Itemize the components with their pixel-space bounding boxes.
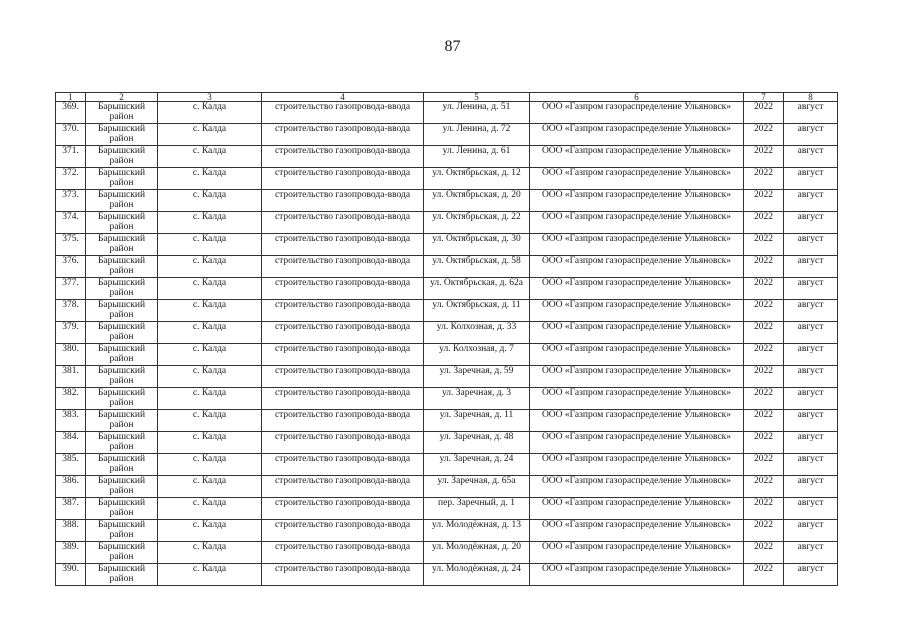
district-line: район	[109, 354, 134, 364]
month-cell: август	[784, 366, 838, 388]
address-cell: пер. Заречный, д. 1	[424, 498, 530, 520]
district-line: Барышский	[97, 190, 146, 200]
address-cell: ул. Колхозная, д. 7	[424, 344, 530, 366]
work-type-cell: строительство газопровода-ввода	[262, 322, 424, 344]
month-cell: август	[784, 234, 838, 256]
year-cell: 2022	[744, 212, 784, 234]
table-row	[56, 190, 838, 212]
month-cell: август	[784, 564, 838, 586]
work-type-cell: строительство газопровода-ввода	[262, 410, 424, 432]
row-number-cell: 381.	[56, 366, 86, 388]
district-line: Барышский	[97, 278, 146, 288]
district-cell	[86, 476, 158, 498]
district-line: Барышский	[97, 124, 146, 134]
district-line: район	[109, 420, 134, 430]
settlement-cell: с. Калда	[158, 366, 262, 388]
district-line: район	[109, 222, 134, 232]
month-cell: август	[784, 520, 838, 542]
company-cell: ООО «Газпром газораспределение Ульяновск»	[530, 388, 744, 410]
address-cell: ул. Заречная, д. 65а	[424, 476, 530, 498]
company-cell: ООО «Газпром газораспределение Ульяновск»	[530, 564, 744, 586]
settlement-cell: с. Калда	[158, 410, 262, 432]
month-cell: август	[784, 102, 838, 124]
address-cell: ул. Ленина, д. 51	[424, 102, 530, 124]
year-cell: 2022	[744, 168, 784, 190]
work-type-cell: строительство газопровода-ввода	[262, 278, 424, 300]
address-cell: ул. Октябрьская, д. 12	[424, 168, 530, 190]
month-cell: август	[784, 542, 838, 564]
month-cell: август	[784, 432, 838, 454]
year-cell: 2022	[744, 520, 784, 542]
district-cell	[86, 212, 158, 234]
year-cell: 2022	[744, 454, 784, 476]
address-cell: ул. Молодёжная, д. 13	[424, 520, 530, 542]
company-cell: ООО «Газпром газораспределение Ульяновск»	[530, 256, 744, 278]
column-header: 8	[784, 93, 838, 102]
year-cell: 2022	[744, 564, 784, 586]
district-cell	[86, 300, 158, 322]
district-cell	[86, 278, 158, 300]
district-cell	[86, 146, 158, 168]
year-cell: 2022	[744, 322, 784, 344]
district-line: район	[109, 398, 134, 408]
month-cell: август	[784, 300, 838, 322]
address-cell: ул. Заречная, д. 11	[424, 410, 530, 432]
month-cell: август	[784, 190, 838, 212]
settlement-cell: с. Калда	[158, 102, 262, 124]
table-row	[56, 256, 838, 278]
district-line: Барышский	[97, 564, 146, 574]
table-row	[56, 344, 838, 366]
address-cell: ул. Октябрьская, д. 11	[424, 300, 530, 322]
year-cell: 2022	[744, 542, 784, 564]
district-line: Барышский	[97, 322, 146, 332]
district-line: район	[109, 376, 134, 386]
work-type-cell: строительство газопровода-ввода	[262, 564, 424, 586]
row-number-cell: 372.	[56, 168, 86, 190]
year-cell: 2022	[744, 344, 784, 366]
work-type-cell: строительство газопровода-ввода	[262, 388, 424, 410]
settlement-cell: с. Калда	[158, 564, 262, 586]
column-header: 4	[262, 93, 424, 102]
district-line: район	[109, 178, 134, 188]
year-cell: 2022	[744, 432, 784, 454]
month-cell: август	[784, 256, 838, 278]
month-cell: август	[784, 498, 838, 520]
district-cell	[86, 564, 158, 586]
district-line: район	[109, 156, 134, 166]
row-number-cell: 386.	[56, 476, 86, 498]
district-line: Барышский	[97, 146, 146, 156]
company-cell: ООО «Газпром газораспределение Ульяновск»	[530, 432, 744, 454]
work-type-cell: строительство газопровода-ввода	[262, 102, 424, 124]
district-line: район	[109, 200, 134, 210]
district-line: Барышский	[97, 498, 146, 508]
settlement-cell: с. Калда	[158, 344, 262, 366]
district-line: Барышский	[97, 410, 146, 420]
district-cell	[86, 256, 158, 278]
address-cell: ул. Ленина, д. 61	[424, 146, 530, 168]
table-row	[56, 300, 838, 322]
column-header: 7	[744, 93, 784, 102]
district-cell	[86, 190, 158, 212]
work-type-cell: строительство газопровода-ввода	[262, 212, 424, 234]
address-cell: ул. Колхозная, д. 33	[424, 322, 530, 344]
district-line: Барышский	[97, 300, 146, 310]
month-cell: август	[784, 278, 838, 300]
row-number-cell: 384.	[56, 432, 86, 454]
table-row	[56, 476, 838, 498]
row-number-cell: 373.	[56, 190, 86, 212]
settlement-cell: с. Калда	[158, 278, 262, 300]
year-cell: 2022	[744, 498, 784, 520]
gas-pipeline-register-table	[55, 92, 838, 586]
year-cell: 2022	[744, 410, 784, 432]
table-row	[56, 432, 838, 454]
year-cell: 2022	[744, 366, 784, 388]
month-cell: август	[784, 388, 838, 410]
district-cell	[86, 344, 158, 366]
work-type-cell: строительство газопровода-ввода	[262, 168, 424, 190]
company-cell: ООО «Газпром газораспределение Ульяновск»	[530, 498, 744, 520]
settlement-cell: с. Калда	[158, 124, 262, 146]
address-cell: ул. Заречная, д. 48	[424, 432, 530, 454]
year-cell: 2022	[744, 124, 784, 146]
district-line: район	[109, 552, 134, 562]
district-line: Барышский	[97, 520, 146, 530]
company-cell: ООО «Газпром газораспределение Ульяновск»	[530, 234, 744, 256]
settlement-cell: с. Калда	[158, 146, 262, 168]
settlement-cell: с. Калда	[158, 432, 262, 454]
company-cell: ООО «Газпром газораспределение Ульяновск»	[530, 410, 744, 432]
settlement-cell: с. Калда	[158, 322, 262, 344]
address-cell: ул. Заречная, д. 3	[424, 388, 530, 410]
year-cell: 2022	[744, 388, 784, 410]
page-number: 87	[444, 38, 461, 55]
district-cell	[86, 366, 158, 388]
column-header: 5	[424, 93, 530, 102]
company-cell: ООО «Газпром газораспределение Ульяновск»	[530, 344, 744, 366]
table-row	[56, 234, 838, 256]
settlement-cell: с. Калда	[158, 498, 262, 520]
settlement-cell: с. Калда	[158, 476, 262, 498]
month-cell: август	[784, 322, 838, 344]
district-line: Барышский	[97, 102, 146, 112]
address-cell: ул. Ленина, д. 72	[424, 124, 530, 146]
table-row	[56, 542, 838, 564]
district-cell	[86, 124, 158, 146]
district-line: район	[109, 442, 134, 452]
settlement-cell: с. Калда	[158, 212, 262, 234]
district-line: Барышский	[97, 432, 146, 442]
district-line: Барышский	[97, 212, 146, 222]
district-line: Барышский	[97, 388, 146, 398]
work-type-cell: строительство газопровода-ввода	[262, 366, 424, 388]
settlement-cell: с. Калда	[158, 190, 262, 212]
row-number-cell: 382.	[56, 388, 86, 410]
row-number-cell: 374.	[56, 212, 86, 234]
table-row	[56, 564, 838, 586]
row-number-cell: 376.	[56, 256, 86, 278]
settlement-cell: с. Калда	[158, 234, 262, 256]
work-type-cell: строительство газопровода-ввода	[262, 432, 424, 454]
address-cell: ул. Заречная, д. 59	[424, 366, 530, 388]
month-cell: август	[784, 124, 838, 146]
row-number-cell: 370.	[56, 124, 86, 146]
column-header: 1	[56, 93, 86, 102]
row-number-cell: 388.	[56, 520, 86, 542]
district-line: Барышский	[97, 476, 146, 486]
company-cell: ООО «Газпром газораспределение Ульяновск»	[530, 366, 744, 388]
settlement-cell: с. Калда	[158, 520, 262, 542]
district-cell	[86, 432, 158, 454]
column-header: 3	[158, 93, 262, 102]
table-row	[56, 366, 838, 388]
district-cell	[86, 454, 158, 476]
district-line: район	[109, 508, 134, 518]
year-cell: 2022	[744, 102, 784, 124]
district-line: район	[109, 530, 134, 540]
row-number-cell: 383.	[56, 410, 86, 432]
district-line: район	[109, 574, 134, 584]
address-cell: ул. Октябрьская, д. 58	[424, 256, 530, 278]
month-cell: август	[784, 146, 838, 168]
work-type-cell: строительство газопровода-ввода	[262, 498, 424, 520]
company-cell: ООО «Газпром газораспределение Ульяновск»	[530, 542, 744, 564]
month-cell: август	[784, 454, 838, 476]
district-cell	[86, 498, 158, 520]
row-number-cell: 390.	[56, 564, 86, 586]
address-cell: ул. Октябрьская, д. 62а	[424, 278, 530, 300]
month-cell: август	[784, 344, 838, 366]
district-line: Барышский	[97, 256, 146, 266]
company-cell: ООО «Газпром газораспределение Ульяновск»	[530, 322, 744, 344]
district-line: район	[109, 486, 134, 496]
company-cell: ООО «Газпром газораспределение Ульяновск»	[530, 520, 744, 542]
settlement-cell: с. Калда	[158, 168, 262, 190]
district-line: Барышский	[97, 454, 146, 464]
district-cell	[86, 168, 158, 190]
month-cell: август	[784, 476, 838, 498]
work-type-cell: строительство газопровода-ввода	[262, 520, 424, 542]
table-row	[56, 520, 838, 542]
company-cell: ООО «Газпром газораспределение Ульяновск»	[530, 476, 744, 498]
table-body	[56, 102, 838, 586]
district-cell	[86, 388, 158, 410]
row-number-cell: 387.	[56, 498, 86, 520]
address-cell: ул. Молодёжная, д. 24	[424, 564, 530, 586]
district-cell	[86, 542, 158, 564]
settlement-cell: с. Калда	[158, 454, 262, 476]
column-header: 6	[530, 93, 744, 102]
year-cell: 2022	[744, 300, 784, 322]
district-cell	[86, 520, 158, 542]
row-number-cell: 369.	[56, 102, 86, 124]
row-number-cell: 380.	[56, 344, 86, 366]
district-cell	[86, 102, 158, 124]
district-line: район	[109, 310, 134, 320]
company-cell: ООО «Газпром газораспределение Ульяновск»	[530, 190, 744, 212]
work-type-cell: строительство газопровода-ввода	[262, 454, 424, 476]
table-row	[56, 388, 838, 410]
table-row	[56, 454, 838, 476]
company-cell: ООО «Газпром газораспределение Ульяновск»	[530, 102, 744, 124]
district-line: район	[109, 112, 134, 122]
district-line: район	[109, 244, 134, 254]
work-type-cell: строительство газопровода-ввода	[262, 146, 424, 168]
row-number-cell: 377.	[56, 278, 86, 300]
settlement-cell: с. Калда	[158, 542, 262, 564]
company-cell: ООО «Газпром газораспределение Ульяновск»	[530, 454, 744, 476]
settlement-cell: с. Калда	[158, 300, 262, 322]
table-row	[56, 278, 838, 300]
row-number-cell: 371.	[56, 146, 86, 168]
address-cell: ул. Октябрьская, д. 20	[424, 190, 530, 212]
company-cell: ООО «Газпром газораспределение Ульяновск»	[530, 146, 744, 168]
year-cell: 2022	[744, 234, 784, 256]
district-line: Барышский	[97, 168, 146, 178]
company-cell: ООО «Газпром газораспределение Ульяновск»	[530, 124, 744, 146]
table-row	[56, 212, 838, 234]
row-number-cell: 389.	[56, 542, 86, 564]
work-type-cell: строительство газопровода-ввода	[262, 124, 424, 146]
settlement-cell: с. Калда	[158, 388, 262, 410]
address-cell: ул. Молодёжная, д. 20	[424, 542, 530, 564]
district-cell	[86, 234, 158, 256]
row-number-cell: 385.	[56, 454, 86, 476]
district-cell	[86, 322, 158, 344]
table-row	[56, 498, 838, 520]
year-cell: 2022	[744, 190, 784, 212]
district-line: Барышский	[97, 542, 146, 552]
district-line: Барышский	[97, 366, 146, 376]
work-type-cell: строительство газопровода-ввода	[262, 542, 424, 564]
year-cell: 2022	[744, 146, 784, 168]
row-number-cell: 379.	[56, 322, 86, 344]
district-line: район	[109, 288, 134, 298]
work-type-cell: строительство газопровода-ввода	[262, 476, 424, 498]
table-row	[56, 322, 838, 344]
table-row	[56, 146, 838, 168]
work-type-cell: строительство газопровода-ввода	[262, 234, 424, 256]
month-cell: август	[784, 410, 838, 432]
month-cell: август	[784, 168, 838, 190]
row-number-cell: 375.	[56, 234, 86, 256]
address-cell: ул. Заречная, д. 24	[424, 454, 530, 476]
year-cell: 2022	[744, 476, 784, 498]
table-header	[56, 93, 838, 102]
company-cell: ООО «Газпром газораспределение Ульяновск»	[530, 278, 744, 300]
month-cell: август	[784, 212, 838, 234]
company-cell: ООО «Газпром газораспределение Ульяновск»	[530, 300, 744, 322]
table-row	[56, 410, 838, 432]
column-number-row	[56, 93, 838, 102]
column-header: 2	[86, 93, 158, 102]
year-cell: 2022	[744, 278, 784, 300]
work-type-cell: строительство газопровода-ввода	[262, 344, 424, 366]
district-line: Барышский	[97, 344, 146, 354]
district-line: район	[109, 266, 134, 276]
company-cell: ООО «Газпром газораспределение Ульяновск»	[530, 212, 744, 234]
address-cell: ул. Октябрьская, д. 22	[424, 212, 530, 234]
table-row	[56, 102, 838, 124]
company-cell: ООО «Газпром газораспределение Ульяновск»	[530, 168, 744, 190]
year-cell: 2022	[744, 256, 784, 278]
table-row	[56, 168, 838, 190]
district-line: район	[109, 464, 134, 474]
work-type-cell: строительство газопровода-ввода	[262, 300, 424, 322]
row-number-cell: 378.	[56, 300, 86, 322]
district-line: район	[109, 134, 134, 144]
district-line: район	[109, 332, 134, 342]
table-row	[56, 124, 838, 146]
settlement-cell: с. Калда	[158, 256, 262, 278]
work-type-cell: строительство газопровода-ввода	[262, 190, 424, 212]
district-cell	[86, 410, 158, 432]
work-type-cell: строительство газопровода-ввода	[262, 256, 424, 278]
district-line: Барышский	[97, 234, 146, 244]
address-cell: ул. Октябрьская, д. 30	[424, 234, 530, 256]
